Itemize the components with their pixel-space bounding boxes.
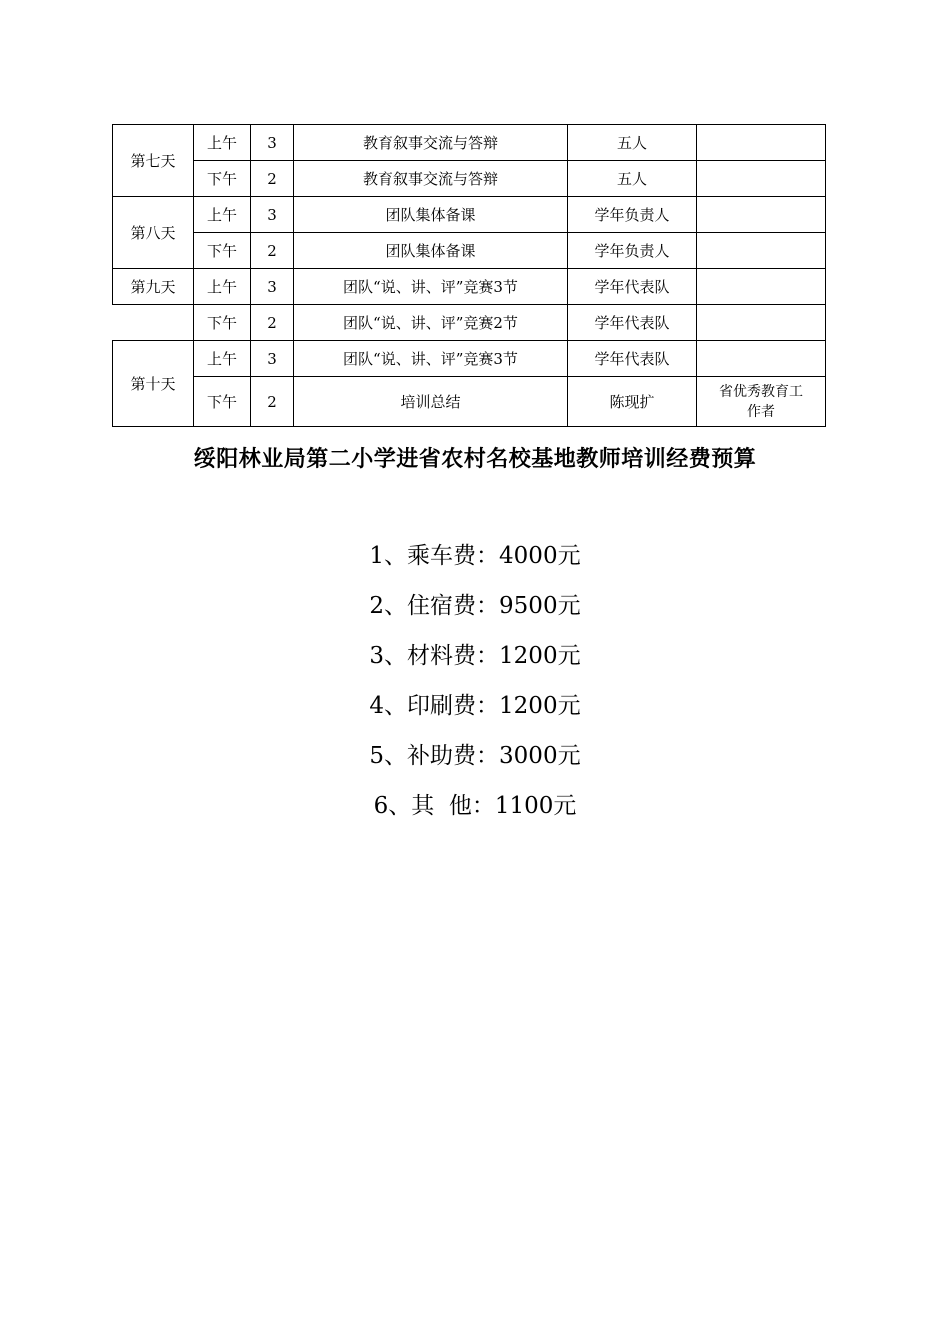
period-cell: 上午 — [194, 125, 251, 161]
note-cell — [697, 377, 826, 427]
lecturer-cell: 学年负责人 — [568, 233, 697, 269]
hours-cell: 2 — [251, 305, 294, 341]
table-row — [113, 341, 826, 377]
table-row — [113, 269, 826, 305]
period-cell: 下午 — [194, 233, 251, 269]
content-cell: 团队“说、讲、评”竞赛2节 — [294, 305, 568, 341]
note-line: 作者 — [747, 403, 775, 420]
day-cell: 第十天 — [113, 341, 194, 427]
note-cell — [697, 125, 826, 161]
budget-item: 2、住宿费：9500元 — [369, 593, 581, 619]
budget-item: 1、乘车费：4000元 — [369, 543, 581, 569]
note-cell — [697, 233, 826, 269]
day-cell: 第八天 — [113, 197, 194, 269]
table-row — [113, 305, 826, 341]
content-cell: 教育叙事交流与答辩 — [294, 161, 568, 197]
hours-cell: 3 — [251, 269, 294, 305]
content-cell: 培训总结 — [294, 377, 568, 427]
day-cell: 第九天 — [113, 269, 194, 305]
period-cell: 下午 — [194, 305, 251, 341]
note-line: 省优秀教育工 — [719, 383, 803, 400]
lecturer-cell: 学年代表队 — [568, 305, 697, 341]
training-schedule-table — [112, 124, 826, 427]
table-row — [113, 377, 826, 427]
budget-list — [0, 536, 950, 836]
note-cell — [697, 305, 826, 341]
hours-cell: 3 — [251, 197, 294, 233]
lecturer-cell: 陈现扩 — [568, 377, 697, 427]
lecturer-cell: 学年代表队 — [568, 269, 697, 305]
hours-cell: 2 — [251, 161, 294, 197]
note-cell — [697, 161, 826, 197]
period-cell: 上午 — [194, 197, 251, 233]
content-cell: 团队集体备课 — [294, 197, 568, 233]
lecturer-cell: 五人 — [568, 161, 697, 197]
day-cell: 第七天 — [113, 125, 194, 197]
table-row — [113, 125, 826, 161]
budget-item: 5、补助费：3000元 — [369, 743, 581, 769]
table-row — [113, 197, 826, 233]
note-cell — [697, 269, 826, 305]
note-cell — [697, 197, 826, 233]
period-cell: 下午 — [194, 161, 251, 197]
period-cell: 上午 — [194, 341, 251, 377]
budget-title: 绥阳林业局第二小学进省农村名校基地教师培训经费预算 — [193, 447, 757, 472]
period-cell: 下午 — [194, 377, 251, 427]
content-cell: 团队“说、讲、评”竞赛3节 — [294, 341, 568, 377]
table-row — [113, 233, 826, 269]
note-cell — [697, 341, 826, 377]
table-row — [113, 161, 826, 197]
budget-item: 4、印刷费：1200元 — [369, 693, 581, 719]
period-cell: 上午 — [194, 269, 251, 305]
lecturer-cell: 学年代表队 — [568, 341, 697, 377]
lecturer-cell: 五人 — [568, 125, 697, 161]
hours-cell: 2 — [251, 233, 294, 269]
day-cell — [113, 305, 194, 341]
lecturer-cell: 学年负责人 — [568, 197, 697, 233]
hours-cell: 3 — [251, 125, 294, 161]
hours-cell: 2 — [251, 377, 294, 427]
content-cell: 团队集体备课 — [294, 233, 568, 269]
budget-item: 3、材料费：1200元 — [369, 643, 581, 669]
budget-item: 6、其 他：1100元 — [373, 793, 577, 819]
content-cell: 教育叙事交流与答辩 — [294, 125, 568, 161]
content-cell: 团队“说、讲、评”竞赛3节 — [294, 269, 568, 305]
hours-cell: 3 — [251, 341, 294, 377]
